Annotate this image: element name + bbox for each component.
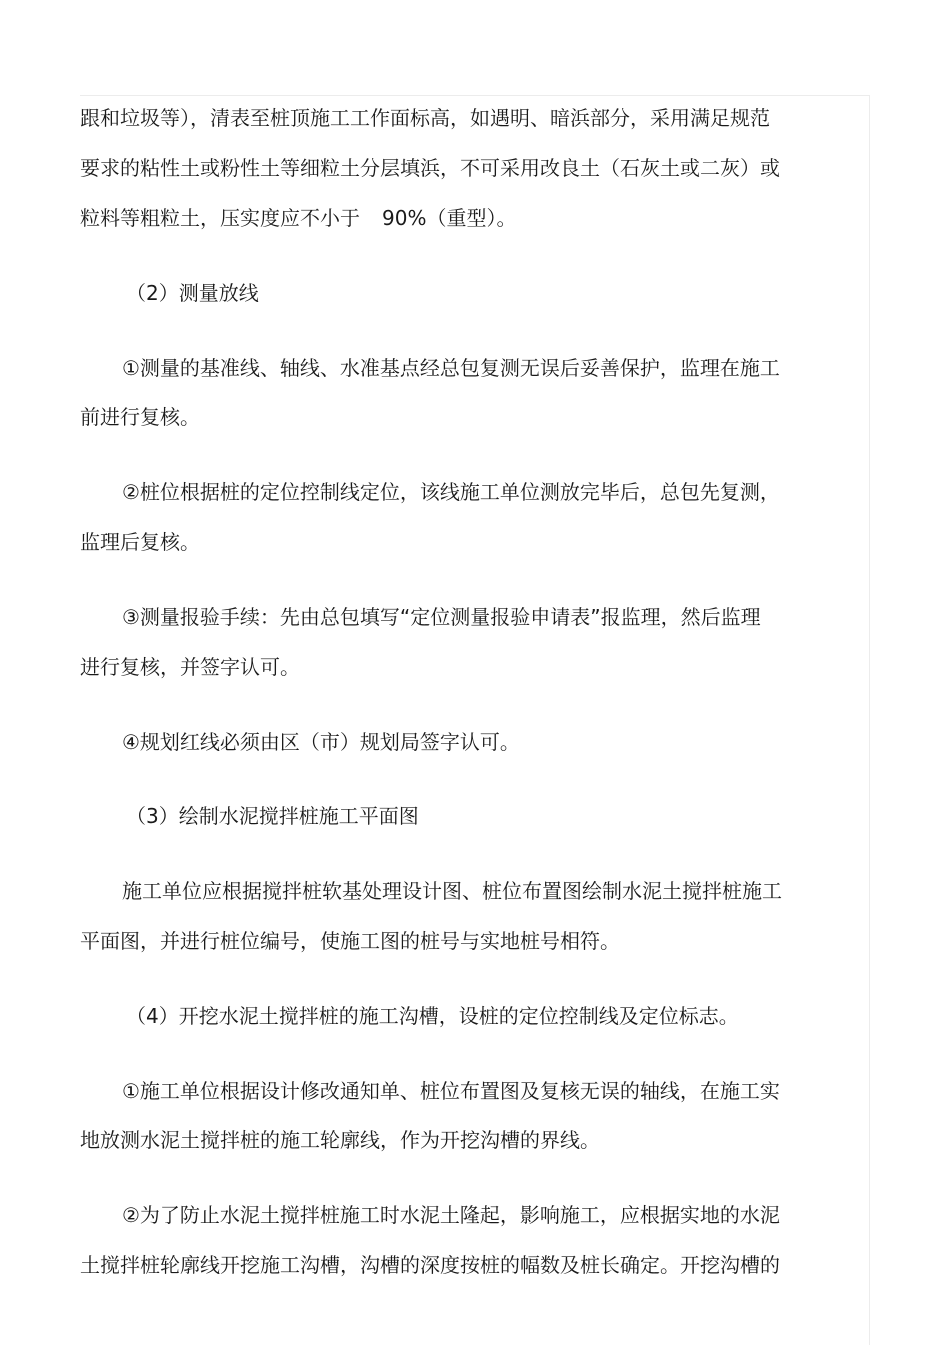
paragraph-line: 要求的粘性土或粉性土等细粒土分层填浜，不可采用改良土（石灰土或二灰）或 xyxy=(80,156,780,180)
paragraph-line: 监理后复核。 xyxy=(80,530,200,554)
section-heading-4: （4）开挖水泥土搅拌桩的施工沟槽，设桩的定位控制线及定位标志。 xyxy=(126,1004,739,1028)
paragraph-line: 进行复核，并签字认可。 xyxy=(80,655,300,679)
paragraph-line-compaction xyxy=(80,204,516,232)
compaction-value: 90%（重型）。 xyxy=(382,206,517,230)
section-heading-3: （3）绘制水泥搅拌桩施工平面图 xyxy=(126,804,419,828)
paragraph-line: ①测量的基准线、轴线、水准基点经总包复测无误后妥善保护，监理在施工 xyxy=(122,356,780,380)
paragraph-line: ①施工单位根据设计修改通知单、桩位布置图及复核无误的轴线，在施工实 xyxy=(122,1079,780,1103)
page-top-border xyxy=(80,95,870,96)
paragraph-line: 跟和垃圾等），清表至桩顶施工工作面标高，如遇明、暗浜部分，采用满足规范 xyxy=(80,106,770,130)
paragraph-line: 土搅拌桩轮廓线开挖施工沟槽，沟槽的深度按桩的幅数及桩长确定。开挖沟槽的 xyxy=(80,1253,780,1277)
paragraph-line: 平面图，并进行桩位编号，使施工图的桩号与实地桩号相符。 xyxy=(80,929,620,953)
section-heading-2: （2）测量放线 xyxy=(126,281,259,305)
compaction-text: 粒料等粗粒土，压实度应不小于 xyxy=(80,206,360,230)
paragraph-line: 施工单位应根据搅拌桩软基处理设计图、桩位布置图绘制水泥土搅拌桩施工 xyxy=(122,879,782,903)
paragraph-line: ④规划红线必须由区（市）规划局签字认可。 xyxy=(122,730,520,754)
paragraph-line: ②桩位根据桩的定位控制线定位，该线施工单位测放完毕后，总包先复测， xyxy=(122,480,780,504)
paragraph-line: ②为了防止水泥土搅拌桩施工时水泥土隆起，影响施工，应根据实地的水泥 xyxy=(122,1203,780,1227)
page-right-border xyxy=(869,95,870,1345)
paragraph-line: ③测量报验手续：先由总包填写“定位测量报验申请表”报监理，然后监理 xyxy=(122,605,761,629)
paragraph-line: 地放测水泥土搅拌桩的施工轮廓线，作为开挖沟槽的界线。 xyxy=(80,1128,600,1152)
paragraph-line: 前进行复核。 xyxy=(80,405,200,429)
